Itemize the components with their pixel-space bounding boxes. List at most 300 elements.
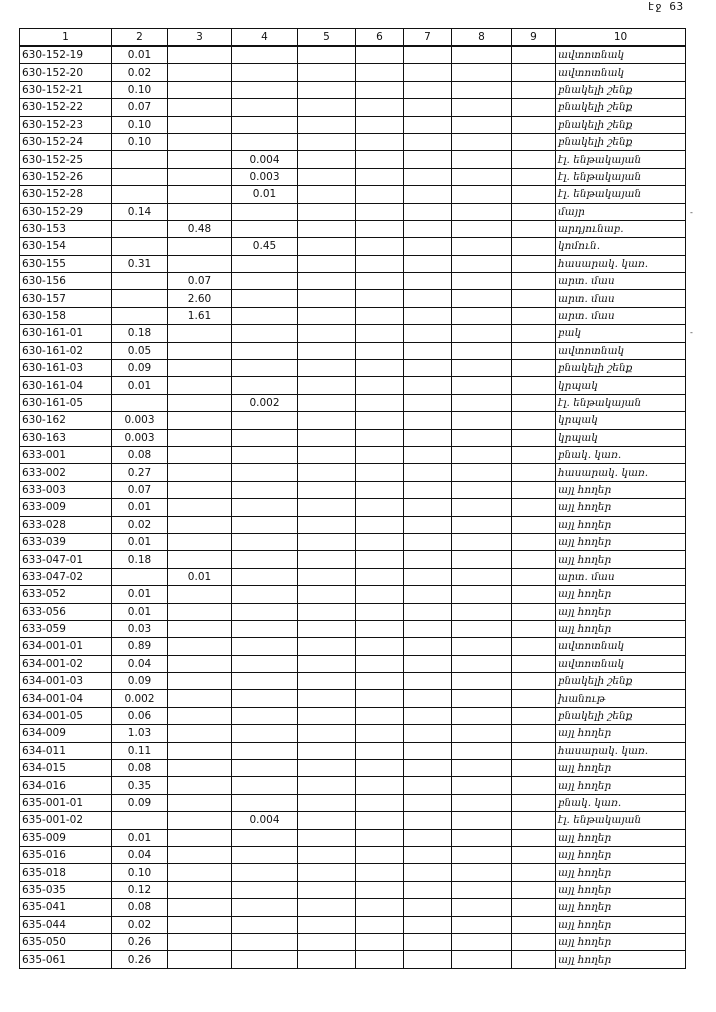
value-cell: 0.27: [112, 464, 168, 481]
land-use-cell: այլ հողեր: [556, 916, 686, 933]
parcel-code-cell: 630-161-03: [20, 360, 112, 377]
value-cell: [168, 377, 232, 394]
value-cell: [298, 342, 356, 359]
land-use-cell: ավտոտնակ: [556, 655, 686, 672]
table-row: [20, 307, 686, 324]
value-cell: [356, 829, 404, 846]
value-cell: [512, 655, 556, 672]
value-cell: [404, 533, 452, 550]
table-row: [20, 881, 686, 898]
table-row: [20, 446, 686, 463]
value-cell: [298, 620, 356, 637]
value-cell: [404, 499, 452, 516]
land-use-cell: կրպակ: [556, 412, 686, 429]
value-cell: [452, 64, 512, 81]
value-cell: [232, 742, 298, 759]
value-cell: [452, 551, 512, 568]
value-cell: [232, 760, 298, 777]
value-cell: [356, 673, 404, 690]
parcel-code-cell: 630-152-19: [20, 46, 112, 64]
value-cell: [452, 707, 512, 724]
value-cell: 0.18: [112, 325, 168, 342]
value-cell: [452, 81, 512, 98]
value-cell: 0.02: [112, 64, 168, 81]
table-row: [20, 707, 686, 724]
value-cell: [298, 499, 356, 516]
value-cell: [298, 168, 356, 185]
value-cell: 0.07: [168, 273, 232, 290]
parcel-code-cell: 630-152-24: [20, 133, 112, 150]
value-cell: [168, 864, 232, 881]
value-cell: [168, 760, 232, 777]
value-cell: [404, 307, 452, 324]
value-cell: [356, 360, 404, 377]
table-row: [20, 568, 686, 585]
value-cell: [452, 481, 512, 498]
land-use-cell: այլ հողեր: [556, 951, 686, 968]
value-cell: [356, 133, 404, 150]
value-cell: [232, 481, 298, 498]
value-cell: [356, 864, 404, 881]
value-cell: [452, 777, 512, 794]
value-cell: [404, 116, 452, 133]
table-row: [20, 290, 686, 307]
value-cell: [404, 186, 452, 203]
value-cell: [356, 690, 404, 707]
value-cell: [404, 203, 452, 220]
parcel-code-cell: 630-161-02: [20, 342, 112, 359]
value-cell: [232, 916, 298, 933]
value-cell: [298, 533, 356, 550]
value-cell: [168, 116, 232, 133]
value-cell: [452, 377, 512, 394]
value-cell: [404, 760, 452, 777]
land-use-cell: այլ հողեր: [556, 846, 686, 863]
margin-note: -: [690, 208, 693, 217]
land-use-cell: կոմուն.: [556, 238, 686, 255]
value-cell: [512, 794, 556, 811]
value-cell: [512, 429, 556, 446]
value-cell: [512, 516, 556, 533]
value-cell: [232, 81, 298, 98]
table-row: [20, 273, 686, 290]
value-cell: [298, 812, 356, 829]
value-cell: [404, 273, 452, 290]
value-cell: [232, 255, 298, 272]
value-cell: [404, 777, 452, 794]
value-cell: [512, 412, 556, 429]
value-cell: [452, 586, 512, 603]
parcel-code-cell: 635-001-01: [20, 794, 112, 811]
table-row: [20, 638, 686, 655]
parcel-code-cell: 630-153: [20, 220, 112, 237]
parcel-code-cell: 630-161-01: [20, 325, 112, 342]
value-cell: [404, 933, 452, 950]
value-cell: 0.004: [232, 151, 298, 168]
value-cell: [298, 551, 356, 568]
table-row: [20, 151, 686, 168]
value-cell: [298, 446, 356, 463]
value-cell: 0.002: [112, 690, 168, 707]
value-cell: 0.05: [112, 342, 168, 359]
value-cell: [168, 412, 232, 429]
value-cell: [298, 690, 356, 707]
value-cell: [356, 881, 404, 898]
value-cell: [452, 290, 512, 307]
parcel-code-cell: 630-155: [20, 255, 112, 272]
value-cell: [512, 342, 556, 359]
value-cell: [512, 255, 556, 272]
value-cell: [168, 655, 232, 672]
parcel-code-cell: 633-009: [20, 499, 112, 516]
land-use-cell: բնակելի շենք: [556, 673, 686, 690]
table-row: [20, 725, 686, 742]
value-cell: 0.003: [232, 168, 298, 185]
value-cell: 0.10: [112, 864, 168, 881]
value-cell: [512, 533, 556, 550]
value-cell: [512, 133, 556, 150]
value-cell: [168, 238, 232, 255]
parcel-code-cell: 633-047-02: [20, 568, 112, 585]
value-cell: [232, 360, 298, 377]
value-cell: [168, 620, 232, 637]
value-cell: [232, 725, 298, 742]
value-cell: [298, 238, 356, 255]
parcel-code-cell: 635-041: [20, 899, 112, 916]
value-cell: [404, 168, 452, 185]
parcel-code-cell: 633-059: [20, 620, 112, 637]
value-cell: 0.10: [112, 133, 168, 150]
value-cell: [452, 881, 512, 898]
value-cell: [298, 290, 356, 307]
value-cell: [232, 533, 298, 550]
value-cell: [512, 481, 556, 498]
value-cell: [356, 777, 404, 794]
value-cell: [168, 64, 232, 81]
value-cell: [168, 394, 232, 411]
land-use-cell: էլ. ենթակայան: [556, 812, 686, 829]
value-cell: 0.09: [112, 360, 168, 377]
value-cell: [356, 464, 404, 481]
value-cell: [168, 203, 232, 220]
land-use-cell: կրպակ: [556, 377, 686, 394]
parcel-code-cell: 635-035: [20, 881, 112, 898]
value-cell: [356, 812, 404, 829]
value-cell: [168, 603, 232, 620]
land-use-cell: ավտոտնակ: [556, 46, 686, 64]
value-cell: [512, 551, 556, 568]
parcel-code-cell: 630-152-26: [20, 168, 112, 185]
value-cell: [298, 81, 356, 98]
land-use-cell: այլ հողեր: [556, 481, 686, 498]
value-cell: [404, 394, 452, 411]
value-cell: [232, 342, 298, 359]
parcel-code-cell: 634-009: [20, 725, 112, 742]
value-cell: [356, 255, 404, 272]
value-cell: [404, 133, 452, 150]
value-cell: [168, 481, 232, 498]
value-cell: [452, 186, 512, 203]
value-cell: [298, 481, 356, 498]
value-cell: [168, 533, 232, 550]
value-cell: [512, 203, 556, 220]
value-cell: [298, 255, 356, 272]
value-cell: [298, 220, 356, 237]
table-row: [20, 412, 686, 429]
column-header-9: 9: [512, 29, 556, 47]
table-row: [20, 846, 686, 863]
value-cell: [452, 342, 512, 359]
value-cell: [356, 499, 404, 516]
value-cell: [452, 203, 512, 220]
value-cell: [452, 273, 512, 290]
value-cell: [452, 255, 512, 272]
value-cell: [298, 516, 356, 533]
land-use-cell: այլ հողեր: [556, 551, 686, 568]
value-cell: [512, 603, 556, 620]
value-cell: 1.03: [112, 725, 168, 742]
table-row: [20, 690, 686, 707]
parcel-code-cell: 630-161-05: [20, 394, 112, 411]
value-cell: [512, 273, 556, 290]
value-cell: 0.18: [112, 551, 168, 568]
value-cell: [168, 429, 232, 446]
value-cell: [356, 481, 404, 498]
value-cell: [232, 99, 298, 116]
value-cell: [168, 916, 232, 933]
value-cell: [356, 725, 404, 742]
value-cell: [452, 499, 512, 516]
parcel-code-cell: 634-015: [20, 760, 112, 777]
table-row: [20, 916, 686, 933]
value-cell: [168, 168, 232, 185]
value-cell: 0.35: [112, 777, 168, 794]
value-cell: [512, 951, 556, 968]
value-cell: [168, 99, 232, 116]
value-cell: [168, 81, 232, 98]
value-cell: [232, 46, 298, 64]
value-cell: [356, 429, 404, 446]
value-cell: 0.004: [232, 812, 298, 829]
value-cell: [404, 464, 452, 481]
table-row: [20, 377, 686, 394]
value-cell: [404, 951, 452, 968]
value-cell: [512, 742, 556, 759]
value-cell: [356, 568, 404, 585]
value-cell: 0.10: [112, 81, 168, 98]
value-cell: [452, 846, 512, 863]
value-cell: [404, 325, 452, 342]
value-cell: [298, 586, 356, 603]
value-cell: [512, 707, 556, 724]
value-cell: [168, 516, 232, 533]
value-cell: [356, 273, 404, 290]
value-cell: [298, 655, 356, 672]
value-cell: [452, 690, 512, 707]
value-cell: [356, 377, 404, 394]
table-row: [20, 238, 686, 255]
parcel-code-cell: 630-162: [20, 412, 112, 429]
value-cell: [232, 794, 298, 811]
value-cell: [168, 794, 232, 811]
parcel-code-cell: 630-157: [20, 290, 112, 307]
value-cell: [298, 377, 356, 394]
value-cell: 0.01: [232, 186, 298, 203]
value-cell: [232, 273, 298, 290]
value-cell: [232, 446, 298, 463]
value-cell: [356, 516, 404, 533]
value-cell: [356, 933, 404, 950]
value-cell: 0.07: [112, 99, 168, 116]
value-cell: [112, 220, 168, 237]
table-row: [20, 255, 686, 272]
value-cell: [298, 116, 356, 133]
value-cell: 0.02: [112, 516, 168, 533]
value-cell: [232, 586, 298, 603]
value-cell: [232, 499, 298, 516]
value-cell: [356, 638, 404, 655]
value-cell: [512, 464, 556, 481]
land-use-cell: այլ հողեր: [556, 899, 686, 916]
table-row: [20, 360, 686, 377]
value-cell: [404, 673, 452, 690]
value-cell: 0.01: [112, 377, 168, 394]
value-cell: 0.003: [112, 429, 168, 446]
value-cell: [298, 325, 356, 342]
value-cell: [298, 603, 356, 620]
value-cell: [452, 899, 512, 916]
land-use-cell: բնակելի շենք: [556, 116, 686, 133]
table-header-row: [20, 29, 686, 47]
value-cell: 0.01: [112, 499, 168, 516]
value-cell: [112, 273, 168, 290]
value-cell: [452, 133, 512, 150]
parcel-code-cell: 633-028: [20, 516, 112, 533]
value-cell: [356, 151, 404, 168]
land-use-cell: այլ հողեր: [556, 864, 686, 881]
parcel-code-cell: 635-016: [20, 846, 112, 863]
land-use-cell: էլ. ենթակայան: [556, 394, 686, 411]
column-header-6: 6: [356, 29, 404, 47]
value-cell: [356, 238, 404, 255]
value-cell: [356, 81, 404, 98]
table-row: [20, 342, 686, 359]
value-cell: [112, 568, 168, 585]
value-cell: [168, 812, 232, 829]
value-cell: [404, 829, 452, 846]
value-cell: [112, 394, 168, 411]
value-cell: [512, 168, 556, 185]
value-cell: [356, 742, 404, 759]
parcel-code-cell: 630-163: [20, 429, 112, 446]
value-cell: [404, 881, 452, 898]
value-cell: [512, 325, 556, 342]
value-cell: [452, 794, 512, 811]
value-cell: [356, 307, 404, 324]
value-cell: 0.11: [112, 742, 168, 759]
land-use-cell: բնակելի շենք: [556, 707, 686, 724]
value-cell: [298, 916, 356, 933]
value-cell: [298, 151, 356, 168]
value-cell: [298, 777, 356, 794]
value-cell: [404, 812, 452, 829]
value-cell: [452, 168, 512, 185]
value-cell: [512, 568, 556, 585]
value-cell: [512, 760, 556, 777]
value-cell: [452, 116, 512, 133]
table-row: [20, 464, 686, 481]
land-use-cell: բնակ. կառ.: [556, 446, 686, 463]
value-cell: [298, 951, 356, 968]
parcel-code-cell: 634-001-04: [20, 690, 112, 707]
value-cell: 0.08: [112, 446, 168, 463]
value-cell: [298, 394, 356, 411]
value-cell: [452, 951, 512, 968]
value-cell: [232, 951, 298, 968]
value-cell: [356, 203, 404, 220]
land-use-cell: այլ հողեր: [556, 881, 686, 898]
value-cell: [452, 307, 512, 324]
land-use-cell: այլ հողեր: [556, 499, 686, 516]
table-row: [20, 168, 686, 185]
value-cell: [404, 99, 452, 116]
value-cell: [452, 916, 512, 933]
value-cell: [404, 64, 452, 81]
value-cell: [512, 151, 556, 168]
value-cell: 0.01: [168, 568, 232, 585]
parcel-code-cell: 630-152-28: [20, 186, 112, 203]
value-cell: 0.10: [112, 116, 168, 133]
parcel-code-cell: 630-152-21: [20, 81, 112, 98]
parcel-code-cell: 633-047-01: [20, 551, 112, 568]
value-cell: [452, 446, 512, 463]
table-row: [20, 99, 686, 116]
table-row: [20, 46, 686, 64]
value-cell: [298, 133, 356, 150]
value-cell: [232, 568, 298, 585]
value-cell: [232, 64, 298, 81]
parcel-code-cell: 630-152-29: [20, 203, 112, 220]
value-cell: [232, 829, 298, 846]
value-cell: [404, 864, 452, 881]
value-cell: [298, 64, 356, 81]
land-use-cell: խանութ: [556, 690, 686, 707]
value-cell: [232, 516, 298, 533]
land-use-cell: ավտոտնակ: [556, 64, 686, 81]
land-use-cell: կրպակ: [556, 429, 686, 446]
table-row: [20, 655, 686, 672]
value-cell: [452, 151, 512, 168]
value-cell: [404, 551, 452, 568]
value-cell: [452, 829, 512, 846]
value-cell: [452, 638, 512, 655]
value-cell: [168, 951, 232, 968]
value-cell: [232, 603, 298, 620]
value-cell: [168, 881, 232, 898]
table-row: [20, 133, 686, 150]
table-row: [20, 116, 686, 133]
value-cell: [298, 933, 356, 950]
value-cell: [404, 899, 452, 916]
value-cell: [232, 899, 298, 916]
value-cell: [232, 412, 298, 429]
value-cell: [356, 168, 404, 185]
margin-note: -: [690, 328, 693, 337]
value-cell: [298, 673, 356, 690]
value-cell: [356, 707, 404, 724]
value-cell: [298, 864, 356, 881]
parcel-code-cell: 635-044: [20, 916, 112, 933]
